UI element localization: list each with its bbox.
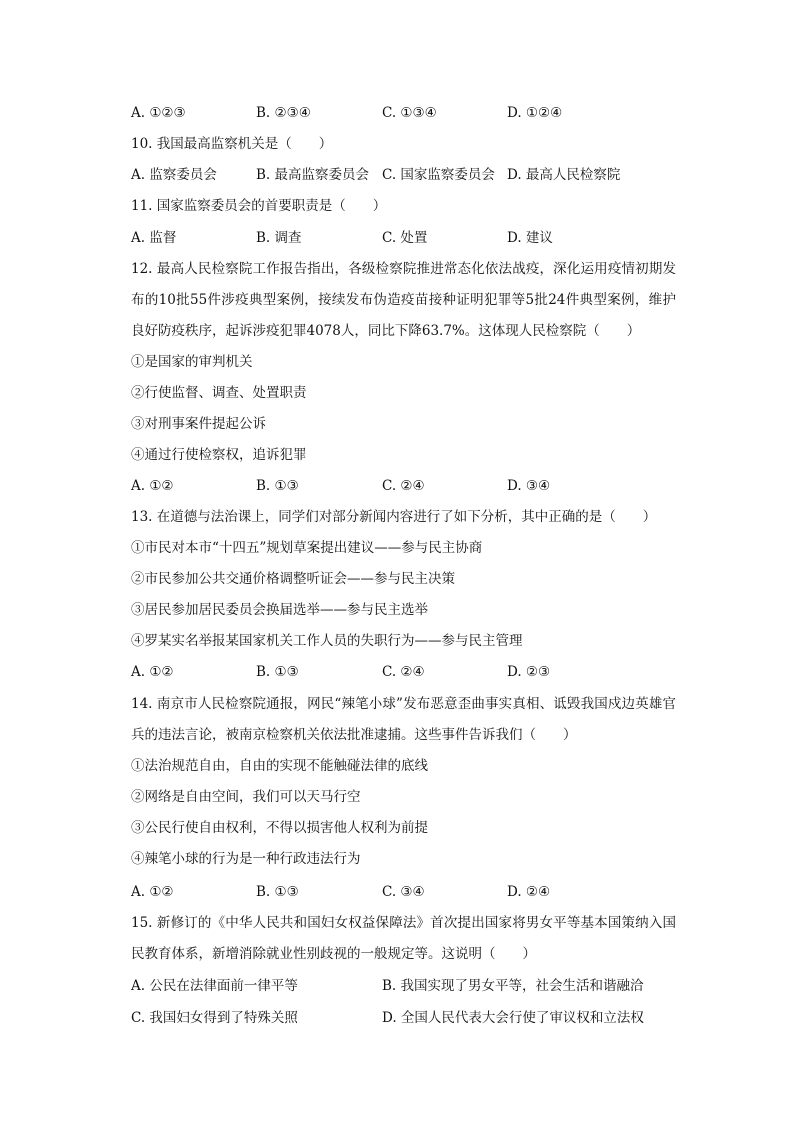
- q12-item-4: ④通过行使检察权，追诉犯罪: [131, 447, 307, 463]
- q14-item-3: ③公民行使自由权利，不得以损害他人权利为前提: [131, 820, 428, 836]
- q11-option-a: A. 监督: [131, 230, 177, 246]
- q12-stem: 12. 最高人民检察院工作报告指出，各级检察院推进常态化依法战疫，深化运用疫情初期发布的10批55件涉疫典型案例，接续发布伪造疫苗接种证明犯罪等5批24件典型案例，维护良好防疫秩序，起诉涉疫犯罪4078人，同比下降63.7%。这体现人民检察院（ ）: [131, 261, 676, 339]
- q15-option-b: B. 我国实现了男女平等，社会生活和谐融洽: [382, 978, 644, 994]
- q14-stem: 14. 南京市人民检察院通报，网民“辣笔小球”发布恶意歪曲事实真相、诋毁我国戍边英雄官兵的违法言论，被南京检察机关依法批准逮捕。这些事件告诉我们（ ）: [131, 696, 676, 743]
- q12-option-b: B. ①③: [256, 478, 299, 494]
- q13-option-d: D. ②③: [507, 664, 551, 680]
- q13-item-1: ①市民对本市“十四五”规划草案提出建议——参与民主协商: [131, 540, 483, 556]
- q11-stem: 11. 国家监察委员会的首要职责是（ ）: [131, 198, 387, 214]
- q9-option-d: D. ①②④: [507, 105, 563, 121]
- q10-option-a: A. 监察委员会: [131, 167, 217, 183]
- q9-option-c: C. ①③④: [382, 105, 437, 121]
- q15-stem: 15. 新修订的《中华人民共和国妇女权益保障法》首次提出国家将男女平等基本国策纳入国民教育体系，新增消除就业性别歧视的一般规定等。这说明（ ）: [131, 915, 676, 962]
- q10-option-b: B. 最高监察委员会: [256, 167, 370, 183]
- q11-option-b: B. 调查: [256, 230, 302, 246]
- q12-item-3: ③对刑事案件提起公诉: [131, 416, 266, 432]
- q14-item-1: ①法治规范自由，自由的实现不能触碰法律的底线: [131, 758, 428, 774]
- q15-option-d: D. 全国人民代表大会行使了审议权和立法权: [382, 1010, 644, 1026]
- q14-item-2: ②网络是自由空间，我们可以天马行空: [131, 789, 361, 805]
- q15-option-a: A. 公民在法律面前一律平等: [131, 978, 298, 994]
- q13-stem: 13. 在道德与法治课上，同学们对部分新闻内容进行了如下分析，其中正确的是（ ）: [131, 509, 657, 525]
- q10-option-d: D. 最高人民检察院: [507, 167, 621, 183]
- q10-option-c: C. 国家监察委员会: [382, 167, 495, 183]
- q13-option-b: B. ①③: [256, 664, 299, 680]
- q11-option-d: D. 建议: [507, 230, 553, 246]
- q12-option-d: D. ③④: [507, 478, 551, 494]
- q10-stem: 10. 我国最高监察机关是（ ）: [131, 136, 333, 152]
- q14-option-a: A. ①②: [131, 884, 174, 900]
- q11-option-c: C. 处置: [382, 230, 428, 246]
- q9-option-a: A. ①②③: [131, 105, 186, 121]
- q14-option-b: B. ①③: [256, 884, 299, 900]
- q14-option-d: D. ②④: [507, 884, 551, 900]
- q13-item-4: ④罗某实名举报某国家机关工作人员的失职行为——参与民主管理: [131, 633, 523, 649]
- q14-option-c: C. ③④: [382, 884, 425, 900]
- q13-option-a: A. ①②: [131, 664, 174, 680]
- q12-option-c: C. ②④: [382, 478, 425, 494]
- q13-item-2: ②市民参加公共交通价格调整听证会——参与民主决策: [131, 571, 455, 587]
- q9-option-b: B. ②③④: [256, 105, 311, 121]
- q12-item-1: ①是国家的审判机关: [131, 354, 253, 370]
- q12-item-2: ②行使监督、调查、处置职责: [131, 385, 307, 401]
- q13-option-c: C. ②④: [382, 664, 425, 680]
- q12-option-a: A. ①②: [131, 478, 174, 494]
- q15-option-c: C. 我国妇女得到了特殊关照: [131, 1010, 298, 1026]
- q13-item-3: ③居民参加居民委员会换届选举——参与民主选举: [131, 602, 428, 618]
- q14-item-4: ④辣笔小球的行为是一种行政违法行为: [131, 851, 361, 867]
